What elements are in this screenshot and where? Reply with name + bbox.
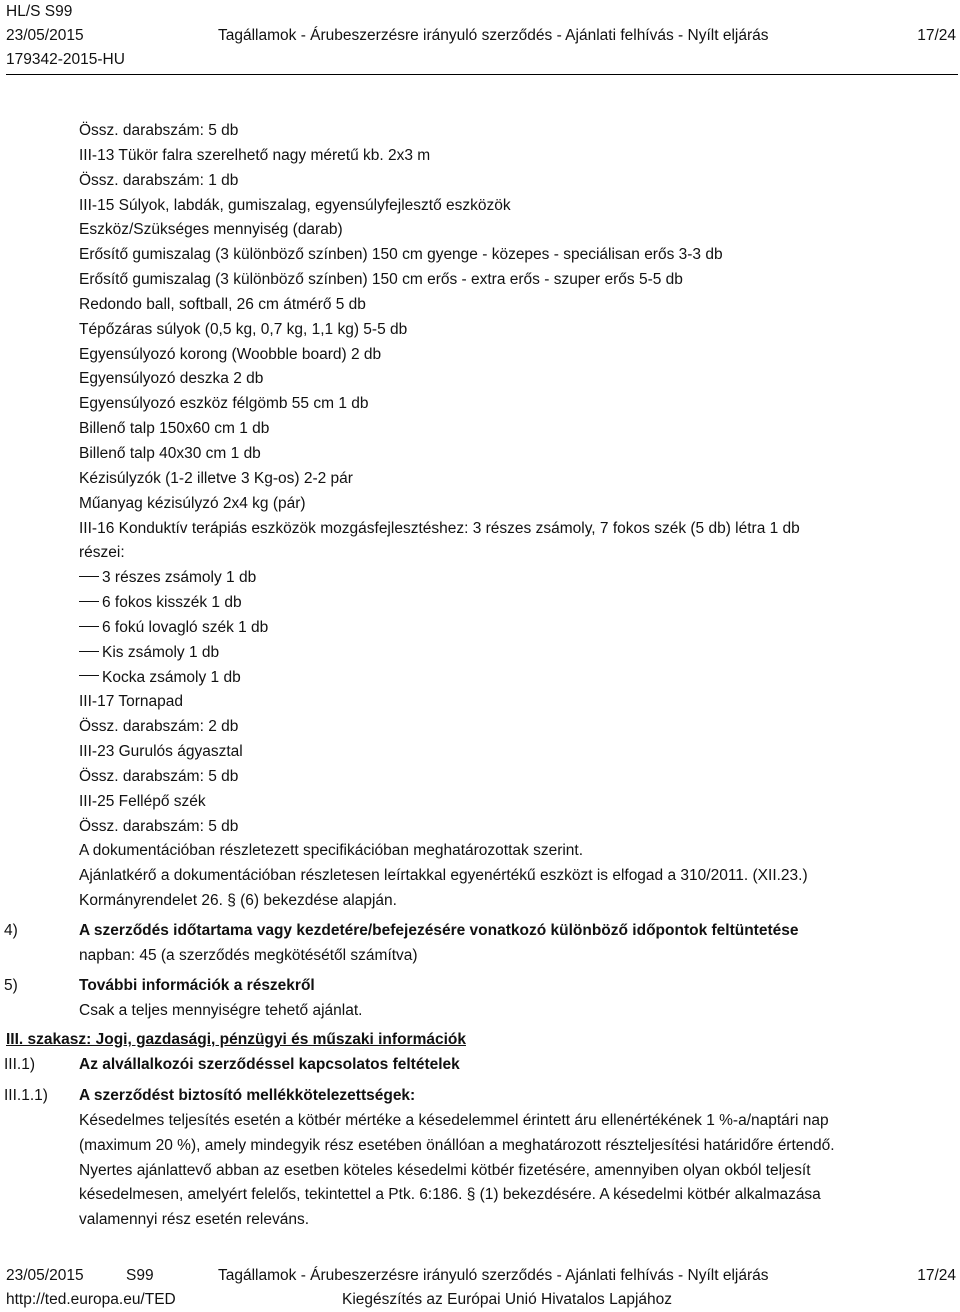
section-title: További információk a részekről — [79, 977, 315, 994]
text-line: Össz. darabszám: 5 db — [79, 767, 239, 785]
dash-bullet — [79, 651, 99, 652]
dash-bullet — [79, 601, 99, 602]
footer-subtitle: Kiegészítés az Európai Unió Hivatalos Lapjához — [342, 1291, 672, 1308]
text-line: III-25 Fellépő szék — [79, 792, 206, 810]
text-line: III-13 Tükör falra szerelhető nagy méretű kb. 2x3 m — [79, 146, 431, 164]
text-line: III-15 Súlyok, labdák, gumiszalag, egyensúlyfejlesztő eszközök — [79, 196, 511, 214]
text-line: A dokumentációban részletezett specifikációban meghatározottak szerint. — [79, 842, 584, 860]
text-line: Billenő talp 40x30 cm 1 db — [79, 444, 261, 462]
text-line: III-17 Tornapad — [79, 693, 183, 711]
text-line: Kormányrendelet 26. § (6) bekezdése alapján. — [79, 892, 397, 910]
section-number: 4) — [4, 922, 18, 939]
paragraph-line: valamennyi rész esetén releváns. — [79, 1211, 310, 1229]
paragraph-line: Nyertes ajánlattevő abban az esetben köteles késedelmi kötbér fizetésére, amennyiben olyan okból teljesít — [79, 1161, 811, 1179]
dash-list-item — [79, 616, 939, 641]
text-line: Össz. darabszám: 1 db — [79, 171, 239, 189]
header-doc-id: 179342-2015-HU — [6, 51, 125, 68]
section-number: 5) — [4, 977, 18, 994]
footer-title: Tagállamok - Árubeszerzésre irányuló szerződés - Ajánlati felhívás - Nyílt eljárás — [218, 1267, 769, 1284]
dash-bullet — [79, 626, 99, 627]
text-line: Össz. darabszám: 5 db — [79, 817, 239, 835]
footer-series: S99 — [126, 1267, 154, 1284]
section-title: A szerződés időtartama vagy kezdetére/befejezésére vonatkozó különböző időpontok feltüntetése — [79, 922, 799, 939]
dash-list-item — [79, 566, 939, 591]
text-line: Kézisúlyzók (1-2 illetve 3 Kg-os) 2-2 pár — [79, 469, 353, 487]
header-page-number: 17/24 — [917, 27, 956, 44]
text-line: Billenő talp 150x60 cm 1 db — [79, 420, 270, 438]
subsection-number: III.1) — [4, 1056, 36, 1073]
part-heading: III. szakasz: Jogi, gazdasági, pénzügyi és műszaki információk — [6, 1031, 466, 1048]
dash-item-text: Kis zsámoly 1 db — [102, 643, 220, 661]
text-line: Erősítő gumiszalag (3 különböző színben) 150 cm erős - extra erős - szuper erős 5-5 db — [79, 271, 683, 289]
dash-item-text: 3 részes zsámoly 1 db — [102, 569, 257, 587]
page-footer — [6, 1264, 956, 1312]
subsection-number: III.1.1) — [4, 1087, 48, 1104]
section-text: Csak a teljes mennyiségre tehető ajánlat. — [79, 1001, 363, 1019]
header-date: 23/05/2015 — [6, 27, 84, 44]
dash-bullet — [79, 675, 99, 676]
dash-item-text: Kocka zsámoly 1 db — [102, 668, 241, 686]
text-line: részei: — [79, 544, 125, 562]
subsection-title: Az alvállalkozói szerződéssel kapcsolatos feltételek — [79, 1056, 460, 1073]
header-divider — [6, 74, 958, 75]
paragraph-line: (maximum 20 %), amely mindegyik rész esetében önállóan a meghatározott részteljesítési határidőre értendő. — [79, 1136, 835, 1154]
dash-item-text: 6 fokú lovagló szék 1 db — [102, 618, 269, 636]
text-line: Össz. darabszám: 5 db — [79, 122, 239, 139]
subsection-title: A szerződést biztosító mellékkötelezettségek: — [79, 1087, 416, 1104]
text-line: Egyensúlyozó deszka 2 db — [79, 370, 264, 388]
footer-date: 23/05/2015 — [6, 1267, 84, 1284]
paragraph-line: Késedelmes teljesítés esetén a kötbér mértéke a késedelemmel érintett áru ellenértékének 1 %-a/naptári nap — [79, 1111, 829, 1129]
text-line: Egyensúlyozó eszköz félgömb 55 cm 1 db — [79, 395, 369, 413]
dash-item-text: 6 fokos kisszék 1 db — [102, 594, 242, 612]
footer-url: http://ted.europa.eu/TED — [6, 1291, 176, 1308]
text-line: Eszköz/Szükséges mennyiség (darab) — [79, 221, 343, 239]
dash-list-item — [79, 666, 939, 691]
text-line: Egyensúlyozó korong (Woobble board) 2 db — [79, 345, 382, 363]
text-line: Össz. darabszám: 2 db — [79, 718, 239, 736]
footer-page-number: 17/24 — [917, 1267, 956, 1284]
paragraph-line: késedelmesen, amelyért felelős, tekintettel a Ptk. 6:186. § (1) bekezdésére. A késedelmi kötbér alkalmazása — [79, 1186, 821, 1204]
page-header — [6, 0, 956, 72]
dash-list-item — [79, 641, 939, 666]
header-series: HL/S S99 — [6, 3, 73, 20]
section-text: napban: 45 (a szerződés megkötésétől számítva) — [79, 946, 418, 964]
text-line: III-23 Gurulós ágyasztal — [79, 743, 243, 761]
header-title: Tagállamok - Árubeszerzésre irányuló szerződés - Ajánlati felhívás - Nyílt eljárás — [218, 27, 769, 44]
text-line: Műanyag kézisúlyzó 2x4 kg (pár) — [79, 494, 306, 512]
text-line: Redondo ball, softball, 26 cm átmérő 5 db — [79, 295, 366, 313]
text-line: Ajánlatkérő a dokumentációban részletesen leírtakkal egyenértékű eszközt is elfogad a 310/2011. (XII.23.) — [79, 867, 808, 885]
dash-bullet — [79, 576, 99, 577]
item-list — [79, 119, 939, 914]
dash-list-item — [79, 591, 939, 616]
text-line: III-16 Konduktív terápiás eszközök mozgásfejlesztéshez: 3 részes zsámoly, 7 fokos szék (5 db) létra 1 db — [79, 519, 800, 537]
text-line: Tépőzáras súlyok (0,5 kg, 0,7 kg, 1,1 kg) 5-5 db — [79, 320, 408, 338]
text-line: Erősítő gumiszalag (3 különböző színben) 150 cm gyenge - közepes - speciálisan erős 3-3 db — [79, 246, 723, 264]
